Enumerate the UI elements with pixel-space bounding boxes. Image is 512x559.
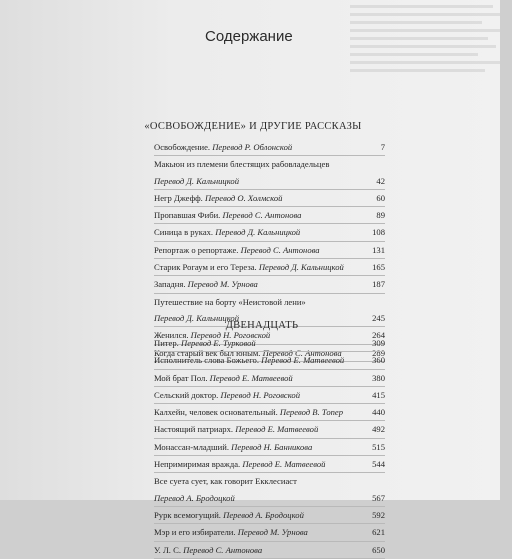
entry-translator: Перевод А. Бродоцкой xyxy=(154,492,235,503)
entry-title: Монассан-младший. xyxy=(154,441,232,452)
entry-page-number: 309 xyxy=(372,338,385,348)
entry-page-number: 592 xyxy=(372,509,385,520)
entry-title: Репортаж о репортаже. xyxy=(154,244,241,255)
entry-translator: Перевод Е. Матвеевой xyxy=(235,424,319,435)
entry-page-number: 567 xyxy=(372,492,385,503)
entry-translator: Перевод Д. Кальницкой xyxy=(154,175,239,186)
toc-entry xyxy=(154,139,385,156)
entry-title: Западня. xyxy=(154,279,188,290)
entry-translator: Перевод С. Антонова xyxy=(222,210,302,221)
toc-entry xyxy=(154,456,385,473)
entry-title: Макьюн из племени блестящих рабовладельцев xyxy=(154,159,330,170)
entry-title: Мой брат Пол. xyxy=(154,372,210,383)
toc-entry xyxy=(154,259,385,276)
entry-title: Сельский доктор. xyxy=(154,389,221,400)
entry-page-number: 544 xyxy=(372,459,385,470)
toc-entry xyxy=(154,352,385,369)
toc-entry xyxy=(154,294,385,310)
toc-list xyxy=(154,335,385,559)
entry-title: Освобождение. xyxy=(154,142,213,152)
entry-title: Путешествие на борту «Неистовой лени» xyxy=(154,296,306,307)
entry-translator: Перевод О. Холмской xyxy=(204,192,283,203)
entry-title: Пропавшая Фиби. xyxy=(154,210,223,221)
entry-translator: Перевод С. Антонова xyxy=(240,244,320,255)
entry-translator: Перевод Д. Кальницкой xyxy=(215,227,301,238)
entry-page-number: 621 xyxy=(372,527,385,538)
entry-translator: Перевод Е. Матвеевой xyxy=(242,459,326,470)
entry-page-number: 187 xyxy=(372,279,385,290)
toc-entry xyxy=(154,404,385,421)
section-heading: «ОСВОБОЖДЕНИЕ» И ДРУГИЕ РАССКАЗЫ xyxy=(144,121,362,132)
section-heading: ДВЕНАДЦАТЬ xyxy=(225,320,299,331)
entry-title: Калхейн, человек основательный. xyxy=(154,407,280,418)
toc-entry xyxy=(154,173,385,190)
entry-translator: Перевод Е. Турковой xyxy=(180,338,256,348)
toc-entry xyxy=(154,387,385,404)
entry-translator: Перевод С. Антонова xyxy=(183,544,263,555)
entry-page-number: 415 xyxy=(372,389,385,400)
entry-translator: Перевод М. Урнова xyxy=(187,279,258,290)
entry-page-number: 131 xyxy=(372,244,385,255)
toc-entry xyxy=(154,156,385,172)
entry-title: Рурк всемогущий. xyxy=(154,509,224,520)
toc-entry xyxy=(154,335,385,352)
entry-translator: Перевод Н. Банникова xyxy=(231,441,313,452)
entry-title: Когда старый век был юным. xyxy=(154,347,263,358)
entry-title: Исполнитель слова Божьего. xyxy=(154,355,262,366)
toc-entry xyxy=(154,224,385,241)
toc-entry xyxy=(154,421,385,438)
entry-page-number: 440 xyxy=(372,407,385,418)
entry-title: Старик Рогаум и его Тереза. xyxy=(154,262,259,273)
entry-page-number: 515 xyxy=(372,441,385,452)
entry-title: Женился. xyxy=(154,330,191,341)
entry-title: Все суета сует, как говорит Екклесиаст xyxy=(154,476,297,487)
entry-page-number: 60 xyxy=(376,192,385,203)
toc-entry xyxy=(154,190,385,207)
entry-page-number: 289 xyxy=(372,347,385,358)
entry-page-number: 380 xyxy=(372,372,385,383)
toc-entry xyxy=(154,473,385,489)
entry-page-number: 264 xyxy=(372,330,385,341)
entry-translator: Перевод Д. Кальницкой xyxy=(154,312,239,323)
entry-page-number: 89 xyxy=(376,210,385,221)
entry-title: Негр Джефф. xyxy=(154,192,205,203)
entry-translator: Перевод Н. Роговской xyxy=(220,389,301,400)
toc-entry xyxy=(154,524,385,541)
entry-title: У. Л. С. xyxy=(154,544,184,555)
entry-page-number: 165 xyxy=(372,262,385,273)
toc-entry xyxy=(154,242,385,259)
toc-entry xyxy=(154,542,385,559)
toc-entry xyxy=(154,207,385,224)
toc-entry xyxy=(154,276,385,293)
entry-translator: Перевод В. Топер xyxy=(279,407,344,418)
entry-translator: Перевод Д. Кальницкой xyxy=(258,262,344,273)
bleed-through-text xyxy=(350,0,500,80)
entry-title: Мэр и его избиратели. xyxy=(154,527,238,538)
entry-translator: Перевод Н. Роговской xyxy=(190,330,271,341)
entry-translator: Перевод С. Антонова xyxy=(262,347,342,358)
toc-entry xyxy=(154,490,385,507)
entry-translator: Перевод Р. Облонской xyxy=(212,142,293,152)
entry-page-number: 492 xyxy=(372,424,385,435)
entry-title: Синица в руках. xyxy=(154,227,216,238)
entry-page-number: 108 xyxy=(372,227,385,238)
toc-entry xyxy=(154,370,385,387)
entry-translator: Перевод М. Урнова xyxy=(237,527,308,538)
entry-page-number: 42 xyxy=(376,175,385,186)
entry-page-number: 360 xyxy=(372,355,385,366)
entry-title: Питер. xyxy=(154,338,181,348)
entry-page-number: 245 xyxy=(372,312,385,323)
page-title: Содержание xyxy=(205,28,293,45)
entry-translator: Перевод Е. Матвеевой xyxy=(261,355,345,366)
toc-entry xyxy=(154,507,385,524)
entry-translator: Перевод А. Бродоцкой xyxy=(223,509,304,520)
entry-translator: Перевод Е. Матвеевой xyxy=(209,372,293,383)
entry-page-number: 7 xyxy=(380,142,385,152)
entry-title: Непримиримая вражда. xyxy=(154,459,243,470)
entry-page-number: 650 xyxy=(372,544,385,555)
entry-title: Настоящий патриарх. xyxy=(154,424,236,435)
toc-entry xyxy=(154,439,385,456)
